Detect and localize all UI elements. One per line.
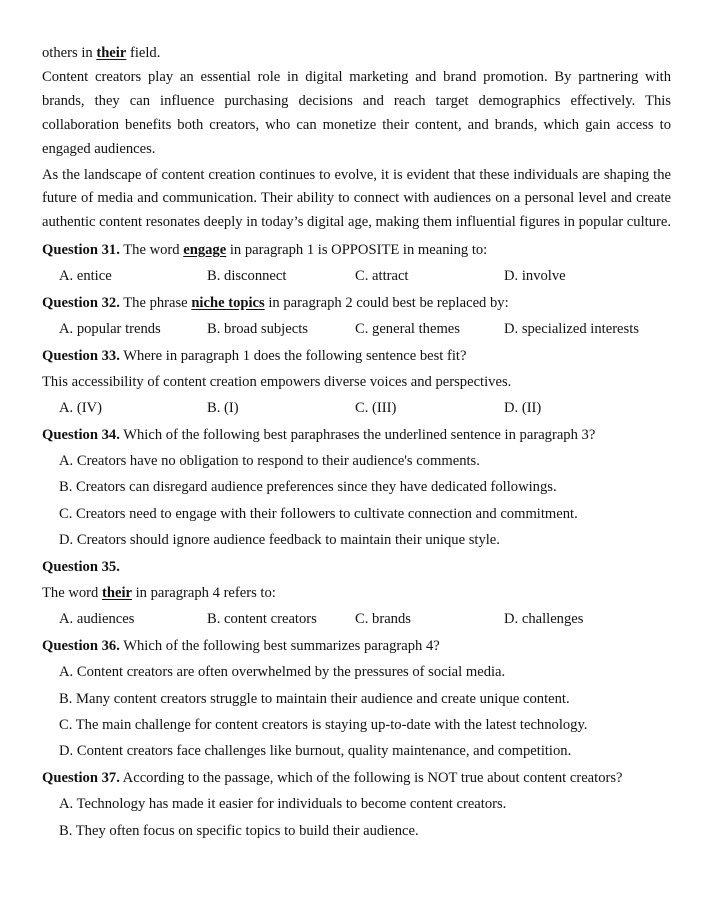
- question-text: Where in paragraph 1 does the following sentence best fit?: [119, 347, 467, 364]
- question-label: Question 31.: [42, 241, 120, 258]
- question-text: The word: [119, 241, 184, 258]
- option-a[interactable]: A. Creators have no obligation to respond to their audience's comments.: [59, 453, 480, 470]
- question-text-end: in paragraph 2 could best be replaced by:: [264, 294, 509, 311]
- question-34: [42, 422, 671, 448]
- underlined-term: niche topics: [191, 294, 265, 311]
- question-32: [42, 290, 671, 316]
- intro-text-end: field.: [126, 45, 161, 61]
- option-d[interactable]: D. Creators should ignore audience feedback to maintain their unique style.: [59, 532, 500, 549]
- option-c[interactable]: C. Creators need to engage with their followers to cultivate connection and commitment.: [59, 505, 578, 522]
- option-c[interactable]: C. general themes: [355, 321, 460, 338]
- option-d[interactable]: D. challenges: [504, 611, 584, 628]
- option-a[interactable]: A. entice: [59, 268, 112, 285]
- question-label: Question 36.: [42, 637, 120, 654]
- question-35: [42, 580, 671, 606]
- question-text: The phrase: [119, 294, 192, 311]
- question-32-options: [42, 316, 671, 342]
- option-d[interactable]: D. involve: [504, 268, 566, 285]
- intro-text: others in: [42, 45, 97, 61]
- question-label: Question 32.: [42, 294, 120, 311]
- question-label: Question 37.: [42, 769, 120, 786]
- option-a[interactable]: A. Technology has made it easier for individuals to become content creators.: [59, 796, 507, 813]
- option-a[interactable]: A. (IV): [59, 400, 102, 417]
- question-33-options: [42, 395, 671, 421]
- question-text: Which of the following best summarizes paragraph 4?: [119, 637, 440, 654]
- document-content: [42, 40, 671, 844]
- question-label: Question 33.: [42, 347, 120, 364]
- underlined-term: their: [96, 45, 127, 61]
- question-text: The word: [42, 585, 102, 602]
- option-b[interactable]: B. content creators: [207, 611, 317, 628]
- option-d[interactable]: D. specialized interests: [504, 321, 639, 338]
- question-31: [42, 237, 671, 263]
- paragraph: Content creators play an essential role in digital marketing and brand promotion. By partnering with brands, they can influence purchasing decisions and reach target demographics effectively. This collaboration benefits both creators, who can monetize their content, and brands, which gain access to engaged audiences.: [42, 69, 671, 157]
- paragraph: As the landscape of content creation continues to evolve, it is evident that these individuals are shaping the future of media and communication. Their ability to connect with audiences on a personal level and create authentic content resonates deeply in today’s digital age, making them influential figures in popular culture.: [42, 166, 671, 231]
- underlined-term: their: [101, 585, 132, 602]
- option-a[interactable]: A. Content creators are often overwhelmed by the pressures of social media.: [59, 664, 506, 681]
- question-33-sentence: This accessibility of content creation empowers diverse voices and perspectives.: [42, 373, 512, 390]
- question-36: [42, 633, 671, 659]
- intro-line: [42, 40, 671, 66]
- option-a[interactable]: A. popular trends: [59, 321, 161, 338]
- option-d[interactable]: D. Content creators face challenges like burnout, quality maintenance, and competition.: [59, 743, 572, 760]
- option-b[interactable]: B. Creators can disregard audience preferences since they have dedicated followings.: [59, 479, 557, 496]
- question-31-options: [42, 263, 671, 289]
- question-text-end: in paragraph 4 refers to:: [131, 585, 276, 602]
- option-d[interactable]: D. (II): [504, 400, 542, 417]
- option-b[interactable]: B. They often focus on specific topics to build their audience.: [59, 822, 419, 839]
- option-c[interactable]: C. brands: [355, 611, 411, 628]
- underlined-term: engage: [183, 241, 227, 258]
- option-c[interactable]: C. The main challenge for content creators is staying up-to-date with the latest technology.: [59, 717, 588, 733]
- option-b[interactable]: B. disconnect: [207, 268, 287, 285]
- question-35-options: [42, 606, 671, 632]
- option-b[interactable]: B. broad subjects: [207, 321, 308, 338]
- option-b[interactable]: B. (I): [207, 400, 239, 417]
- question-text: Which of the following best paraphrases the underlined sentence in paragraph 3?: [119, 426, 596, 443]
- option-c[interactable]: C. attract: [355, 268, 409, 285]
- option-b[interactable]: B. Many content creators struggle to maintain their audience and create unique content.: [59, 690, 570, 707]
- question-33: [42, 343, 671, 369]
- question-text: According to the passage, which of the following is NOT true about content creators?: [119, 769, 623, 786]
- question-label: Question 34.: [42, 426, 120, 443]
- question-text-end: in paragraph 1 is OPPOSITE in meaning to:: [226, 241, 488, 258]
- question-35-label: Question 35.: [42, 558, 120, 575]
- option-a[interactable]: A. audiences: [59, 611, 135, 628]
- question-37: [42, 765, 671, 791]
- option-c[interactable]: C. (III): [355, 400, 397, 417]
